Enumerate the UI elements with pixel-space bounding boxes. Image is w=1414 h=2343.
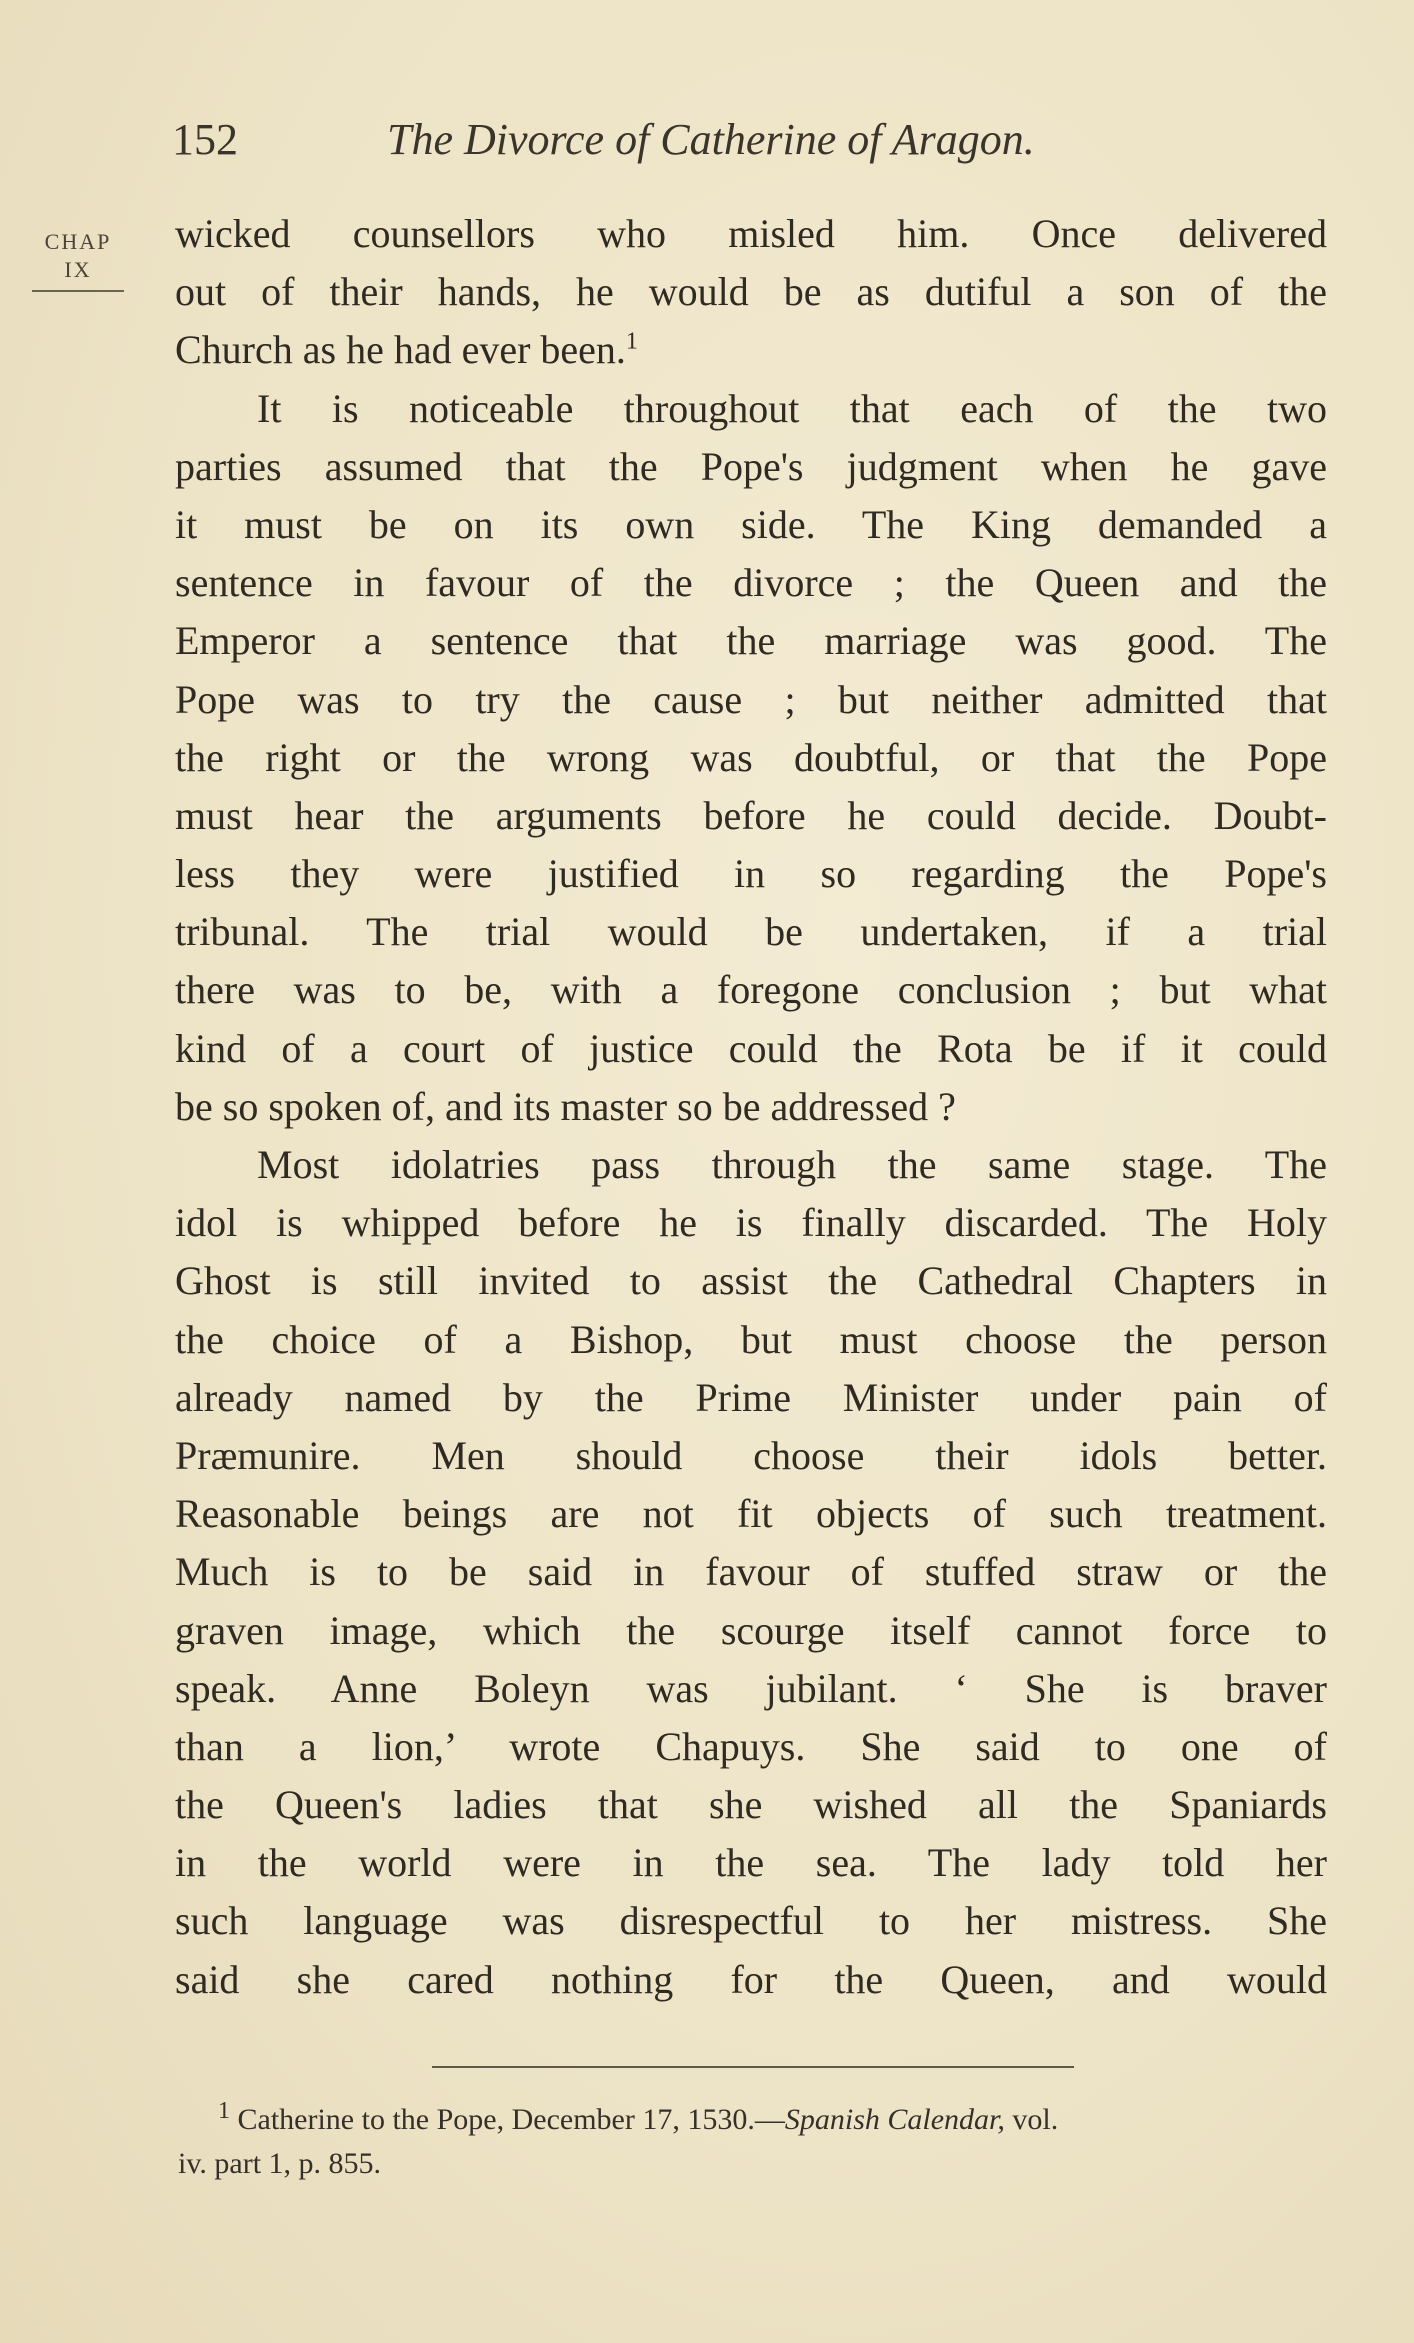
text-line: Ghost is still invited to assist the Cathedral Chapters in — [175, 1258, 1327, 1304]
footnote — [178, 2098, 1328, 2186]
footnote-source-title: Spanish Calendar, — [784, 2103, 1005, 2136]
text-line: be so spoken of, and its master so be addressed ? — [175, 1083, 956, 1129]
text-line: already named by the Prime Minister under pain of — [175, 1374, 1327, 1420]
text-line: wicked counsellors who misled him. Once delivered — [175, 211, 1327, 256]
chapter-margin-note — [28, 228, 128, 292]
text-line: there was to be, with a foregone conclusion ; but what — [175, 967, 1327, 1013]
text-line: Much is to be said in favour of stuffed straw or the — [175, 1549, 1327, 1595]
chapter-number: IX — [64, 257, 92, 282]
footnote-rule — [432, 2066, 1074, 2068]
running-head — [172, 110, 1172, 170]
text-line: in the world were in the sea. The lady told her — [175, 1840, 1327, 1886]
body-text — [175, 205, 1327, 2009]
text-line: idol is whipped before he is finally discarded. The Holy — [175, 1200, 1327, 1246]
text-line: the Queen's ladies that she wished all the Spaniards — [175, 1782, 1327, 1828]
footnote-line: $^1$ Catherine to the Pope, December 17, 1530.—Spanish Calendar, vol. — [218, 2098, 1059, 2136]
text-line: sentence in favour of the divorce ; the Queen and the — [175, 560, 1327, 606]
text-line: tribunal. The trial would be undertaken, if a trial — [175, 909, 1327, 955]
page-number: 152 — [172, 115, 238, 164]
text-line: it must be on its own side. The King demanded a — [175, 501, 1327, 547]
text-line: must hear the arguments before he could decide. Doubt- — [175, 792, 1327, 838]
margin-rule — [32, 290, 124, 292]
text-line: It is noticeable throughout that each of the two — [257, 385, 1327, 431]
text-line: kind of a court of justice could the Rota be if it could — [175, 1025, 1327, 1071]
text-line: said she cared nothing for the Queen, and would — [175, 1956, 1327, 2002]
footnote-reference: 1 — [625, 329, 638, 356]
text-line: than a lion,’ wrote Chapuys. She said to one of — [175, 1723, 1327, 1769]
text-line: graven image, which the scourge itself cannot force to — [175, 1607, 1327, 1653]
text-line: less they were justified in so regarding the Pope's — [175, 851, 1327, 897]
text-line: Church as he had ever been.$^1$ — [175, 327, 638, 373]
text-line: Emperor a sentence that the marriage was good. The — [175, 618, 1327, 664]
text-line: parties assumed that the Pope's judgment when he gave — [175, 443, 1327, 489]
footnote-line: iv. part 1, p. 855. — [178, 2147, 382, 2180]
footnote-marker: 1 — [218, 2098, 230, 2124]
text-line: Pope was to try the cause ; but neither admitted that — [175, 676, 1327, 722]
text-line: Præmunire. Men should choose their idols better. — [175, 1432, 1327, 1478]
text-line: the choice of a Bishop, but must choose the person — [175, 1316, 1327, 1362]
text-line: Most idolatries pass through the same stage. The — [257, 1142, 1327, 1187]
text-line: speak. Anne Boleyn was jubilant. ‘ She is braver — [175, 1665, 1327, 1711]
text-line: out of their hands, he would be as dutiful a son of the — [175, 269, 1327, 315]
text-line: such language was disrespectful to her mistress. She — [175, 1898, 1327, 1944]
chapter-label: CHAP — [44, 229, 112, 254]
text-line: the right or the wrong was doubtful, or that the Pope — [175, 734, 1327, 780]
running-title: The Divorce of Catherine of Aragon. — [387, 115, 1035, 164]
text-line: Reasonable beings are not fit objects of such treatment. — [175, 1491, 1327, 1537]
